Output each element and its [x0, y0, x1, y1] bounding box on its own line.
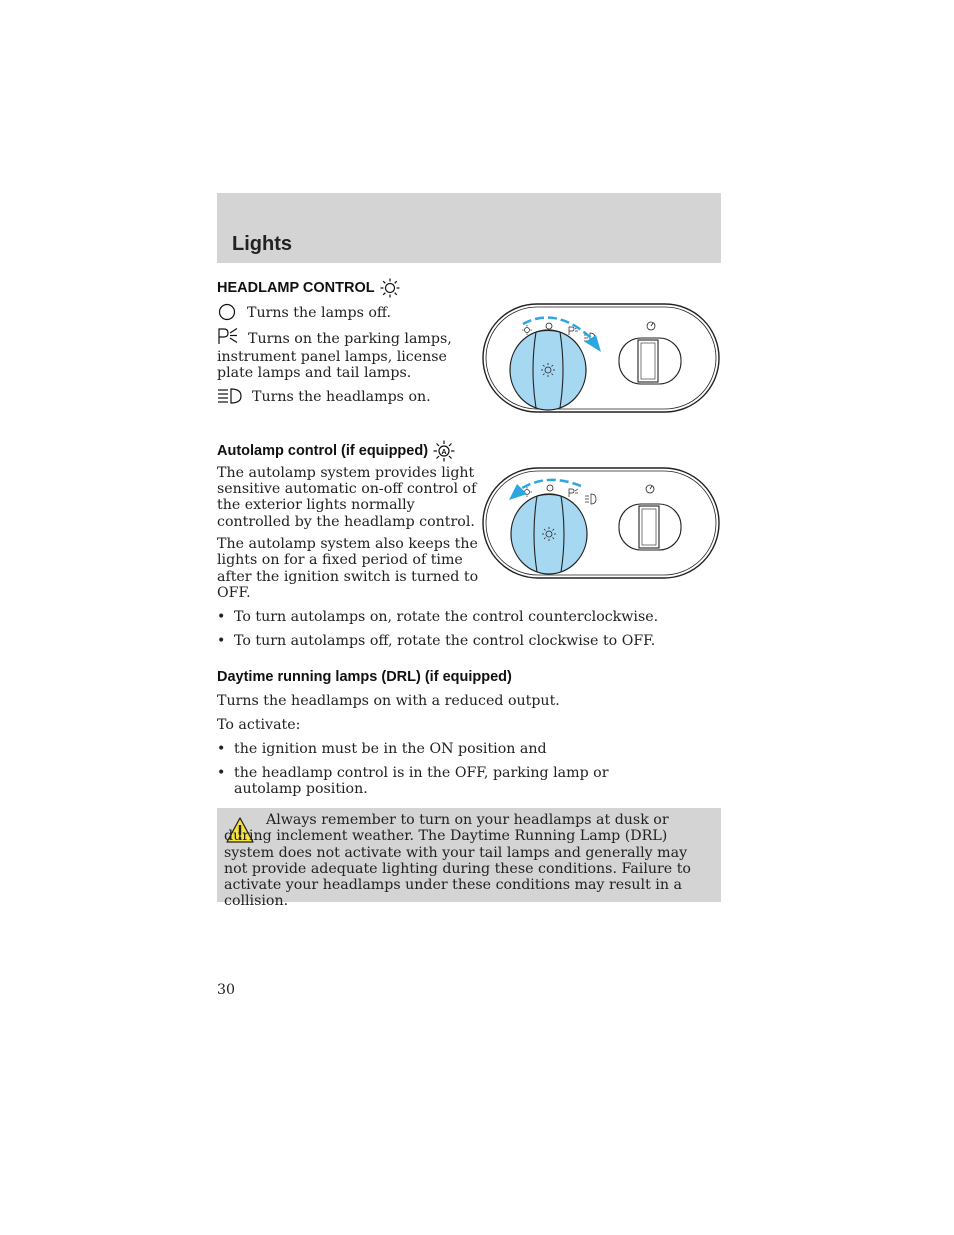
parking-description-line2: instrument panel lamps, license [217, 349, 447, 365]
headlamp-control-heading [217, 278, 400, 298]
warning-box [217, 808, 721, 910]
headlamp-switch-diagram-clockwise [481, 300, 721, 416]
autolamp-heading-text: Autolamp control (if equipped) [217, 443, 429, 459]
drl-heading: Daytime running lamps (DRL) (if equipped) [217, 669, 512, 685]
svg-text:A: A [441, 449, 447, 456]
autolamp-bullet-1-text: To turn autolamps on, rotate the control counterclockwise. [234, 609, 659, 625]
autolamp-para1-line3: the exterior lights normally [217, 497, 415, 513]
headlamp-control-heading-text: HEADLAMP CONTROL [217, 280, 375, 296]
section-title: Lights [232, 233, 292, 255]
drl-bullet-1-text: the ignition must be in the ON position and [234, 741, 547, 757]
autolamp-para2-line3: after the ignition switch is turned to [217, 569, 479, 585]
headlamps-description: Turns the headlamps on. [252, 389, 431, 405]
autolamp-para1-line2: sensitive automatic on-off control of [217, 481, 477, 497]
bullet-dot: • [217, 741, 226, 757]
autolamp-para1-line1: The autolamp system provides light [217, 465, 475, 481]
autolamp-para1-line4: controlled by the headlamp control. [217, 514, 475, 530]
section-header [217, 193, 721, 263]
warning-text: Always remember to turn on your headlamps at dusk or during inclement weather. The Daytime Running Lamp (DRL) system does not activate with your tail lamps and generally may not provide adequate lighting during these conditions. Failure to activate your headlamps under these conditions may result in a collision. [224, 812, 691, 910]
autolamp-para2-line4: OFF. [217, 585, 251, 601]
parking-description-line3: plate lamps and tail lamps. [217, 365, 412, 381]
headlamp-knob [510, 330, 586, 410]
drl-bullet-2-text: the headlamp control is in the OFF, parking lamp or autolamp position. [234, 765, 609, 798]
headlamp-beam-icon [217, 387, 243, 405]
autolamp-heading [217, 440, 455, 462]
headlamp-switch-diagram-counterclockwise [481, 464, 721, 582]
parking-lamp-icon [217, 327, 239, 345]
bullet-dot: • [217, 633, 226, 649]
autolamp-para2-line2: lights on for a fixed period of time [217, 552, 463, 568]
page-number: 30 [217, 982, 236, 998]
off-circle-icon [218, 303, 236, 321]
autolamp-bullet-2-text: To turn autolamps off, rotate the control clockwise to OFF. [234, 633, 656, 649]
headlamp-sun-icon [380, 278, 400, 298]
parking-description-line1: Turns on the parking lamps, [248, 331, 452, 347]
bullet-dot: • [217, 765, 226, 781]
headlamp-knob-2 [511, 494, 587, 574]
off-description: Turns the lamps off. [247, 305, 392, 321]
autolamp-icon [433, 440, 455, 462]
drl-para1: Turns the headlamps on with a reduced output. [217, 693, 560, 709]
drl-para2: To activate: [217, 717, 301, 733]
bullet-dot: • [217, 609, 226, 625]
autolamp-para2-line1: The autolamp system also keeps the [217, 536, 478, 552]
